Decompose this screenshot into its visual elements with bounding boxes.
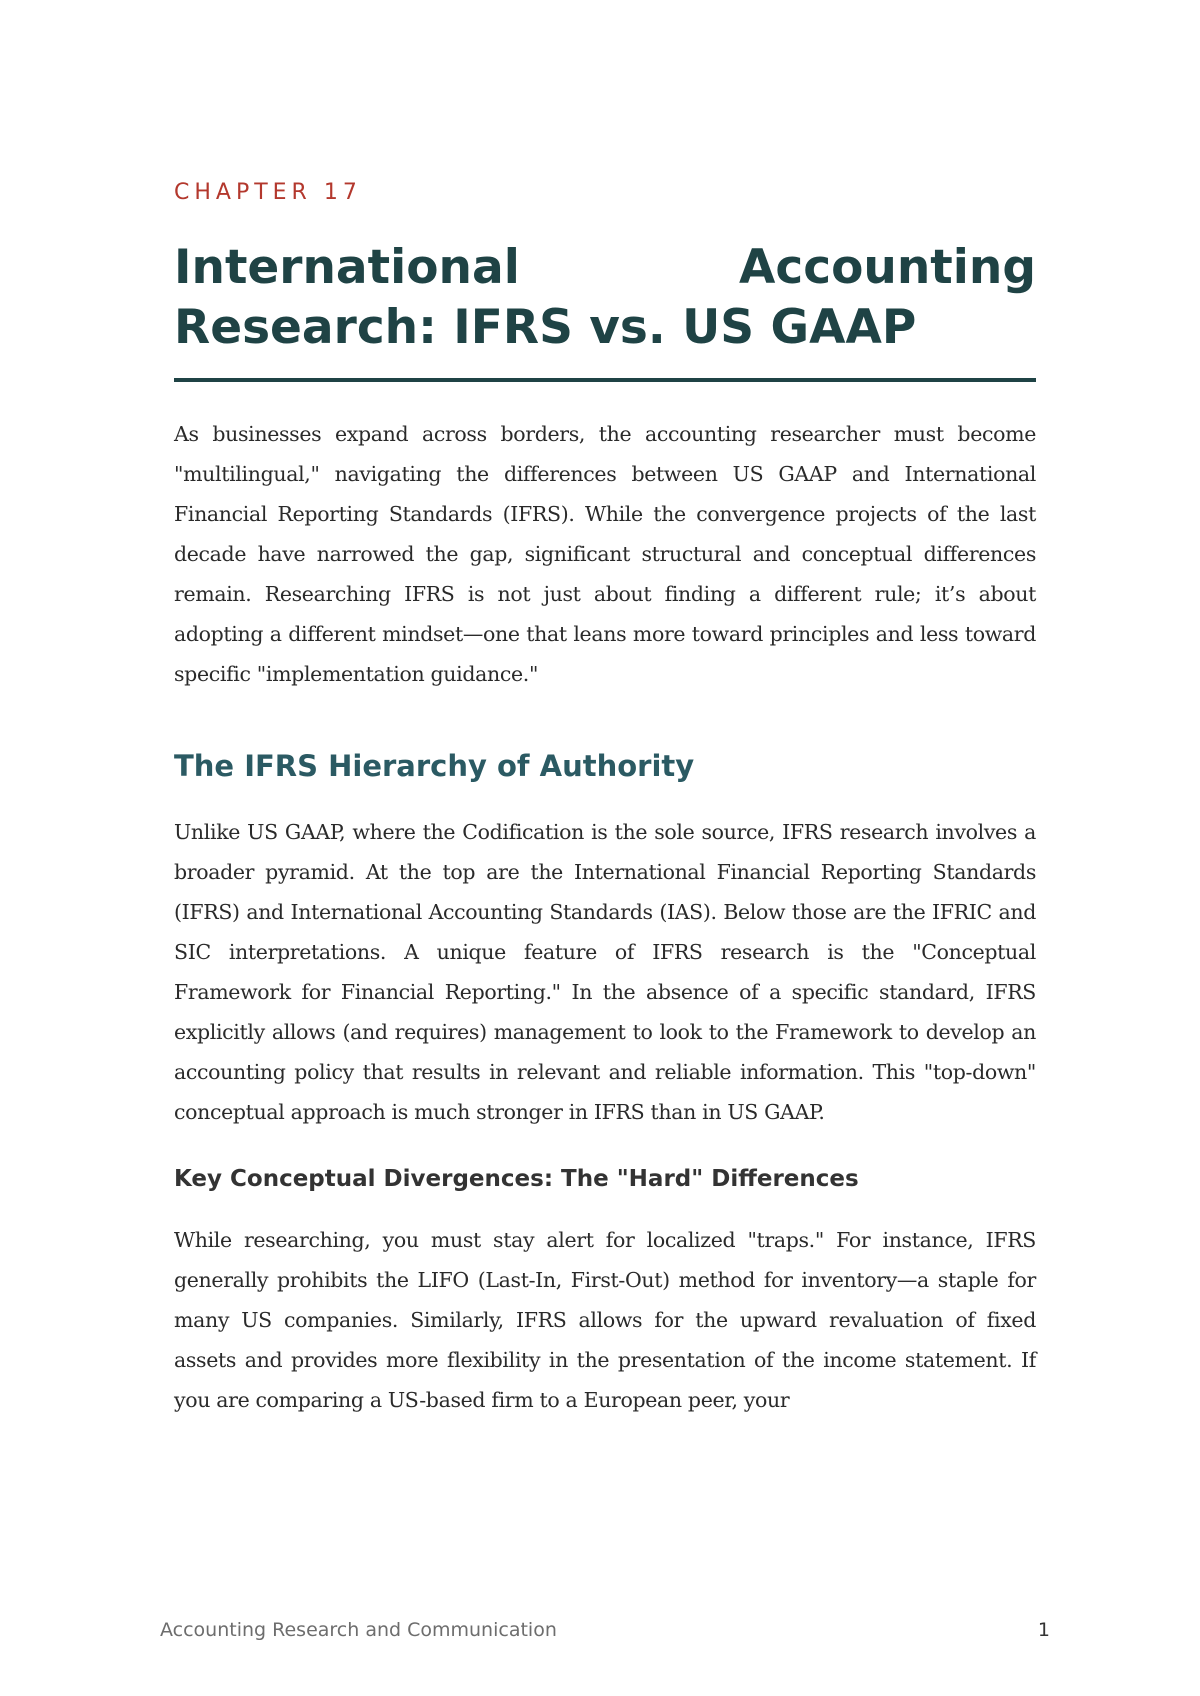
subsection-heading-conceptual-divergences: Key Conceptual Divergences: The "Hard" Differences: [174, 1166, 859, 1192]
chapter-title: [174, 238, 1036, 358]
footer-page-number: 1: [1037, 1619, 1050, 1641]
chapter-label: CHAPTER 17: [174, 180, 362, 205]
chapter-title-line-1: International Accounting: [174, 240, 1036, 295]
chapter-title-line-2: Research: IFRS vs. US GAAP: [174, 300, 917, 355]
page-content: [174, 178, 1036, 1420]
subsection-paragraph-conceptual-divergences: While researching, you must stay alert for localized "traps." For instance, IFRS generally prohibits the LIFO (Last-In, First-Out) method for inventory—a staple for many US companies. Similarly, IFRS allows for the upward revaluation of fixed assets and provides more flexibility in the presentation of the income statement. If you are comparing a US-based firm to a European peer, your: [174, 1228, 1036, 1412]
section-paragraph-ifrs-hierarchy: Unlike US GAAP, where the Codification is the sole source, IFRS research involves a broader pyramid. At the top are the International Financial Reporting Standards (IFRS) and International Accounting Standards (IAS). Below those are the IFRIC and SIC interpretations. A unique feature of IFRS research is the "Conceptual Framework for Financial Reporting." In the absence of a specific standard, IFRS explicitly allows (and requires) management to look to the Framework to develop an accounting policy that results in relevant and reliable information. This "top-down" conceptual approach is much stronger in IFRS than in US GAAP.: [174, 820, 1036, 1124]
footer-book-title: Accounting Research and Communication: [160, 1619, 557, 1641]
intro-paragraph: As businesses expand across borders, the accounting researcher must become "multilingual," navigating the differences between US GAAP and International Financial Reporting Standards (IFRS). While the convergence projects of the last decade have narrowed the gap, significant structural and conceptual differences remain. Researching IFRS is not just about finding a different rule; it’s about adopting a different mindset—one that leans more toward principles and less toward specific "implementation guidance.": [174, 422, 1036, 686]
section-heading-ifrs-hierarchy: The IFRS Hierarchy of Authority: [174, 749, 695, 783]
title-divider: [174, 378, 1036, 382]
